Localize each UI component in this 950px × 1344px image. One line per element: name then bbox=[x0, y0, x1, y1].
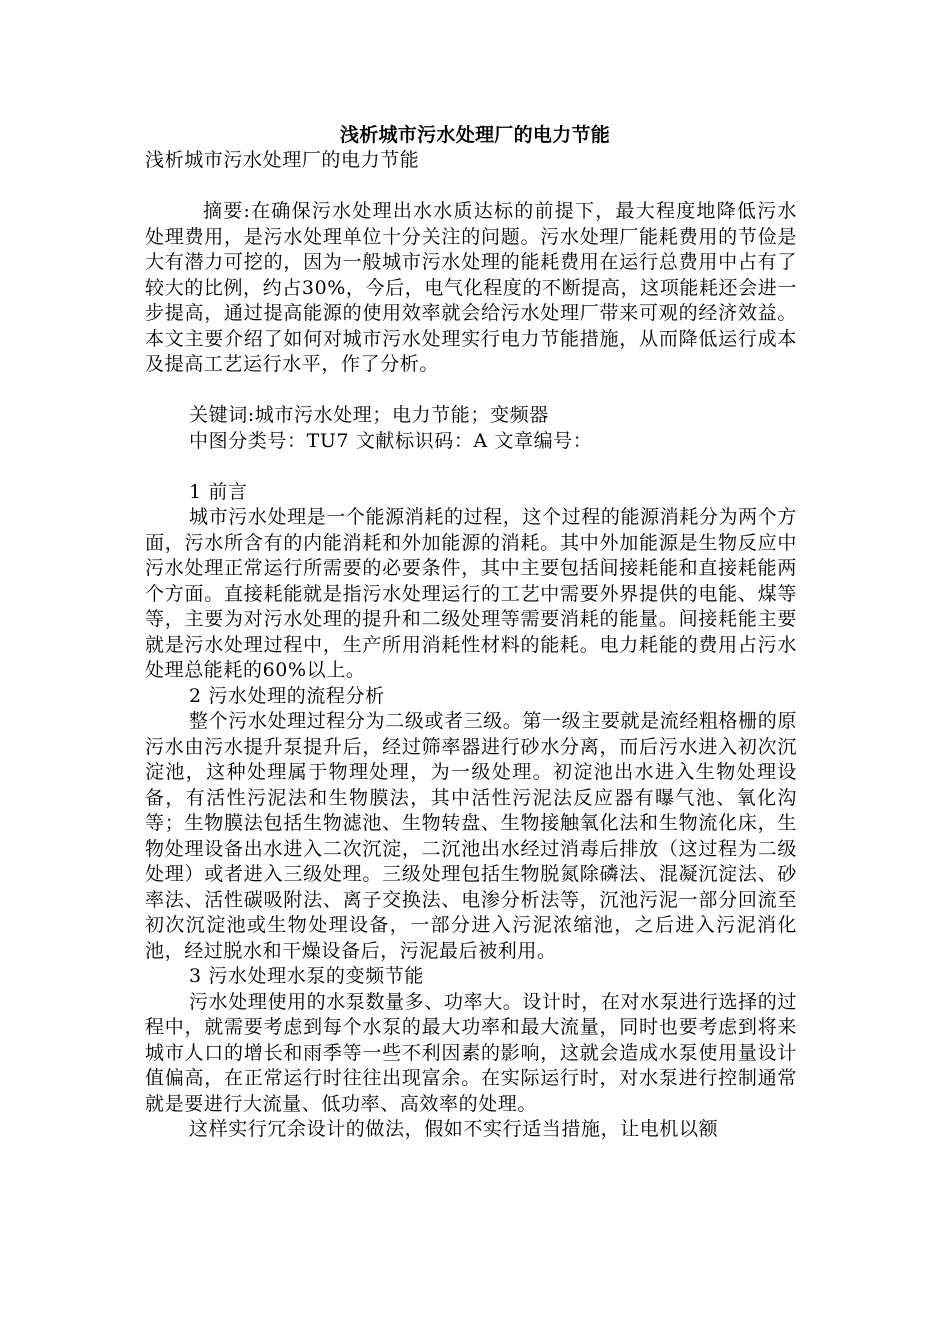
spacer bbox=[145, 454, 797, 480]
classification-line: 中图分类号：TU7 文献标识码：A 文章编号： bbox=[189, 429, 593, 452]
section-1-body: 城市污水处理是一个能源消耗的过程，这个过程的能源消耗分为两个方面，污水所含有的内能消耗和外加能源的消耗。其中外加能源是生物反应中污水处理正常运行所需要的必要条件，其中主要包括间接耗能和直接耗能两个方面。直接耗能就是指污水处理运行的工艺中需要外界提供的电能、煤等等，主要为对污水处理的提升和二级处理等需要消耗的能量。间接耗能主要就是污水处理过程中，生产所用消耗性材料的能耗。电力耗能的费用占污水处理总能耗的60%以上。 bbox=[145, 506, 797, 681]
document-title: 浅析城市污水处理厂的电力节能 bbox=[339, 124, 611, 146]
keywords-line: 关键词:城市污水处理；电力节能；变频器 bbox=[189, 404, 549, 426]
document-body bbox=[145, 148, 797, 1143]
spacer bbox=[145, 378, 797, 404]
spacer bbox=[145, 174, 797, 200]
section-2-body: 整个污水处理过程分为二级或者三级。第一级主要就是流经粗格栅的原污水由污水提升泵提升后，经过筛率器进行砂水分离，而后污水进入初次沉淀池，这种处理属于物理处理，为一级处理。初淀池出水进入生物处理设备，有活性污泥法和生物膜法，其中活性污泥法反应器有曝气池、氧化沟等；生物膜法包括生物滤池、生物转盘、生物接触氧化法和生物流化床，生物处理设备出水进入二次沉淀，二沉池出水经过消毒后排放（这过程为二级处理）或者进入三级处理。三级处理包括生物脱氮除磷法、混凝沉淀法、砂率法、活性碳吸附法、离子交换法、电渗分析法等，沉池污泥一部分回流至初次沉淀池或生物处理设备，一部分进入污泥浓缩池，之后进入污泥消化池，经过脱水和干燥设备后，污泥最后被利用。 bbox=[145, 710, 797, 962]
section-3-heading: 3 污水处理水泵的变频节能 bbox=[189, 965, 424, 987]
section-3-body: 污水处理使用的水泵数量多、功率大。设计时，在对水泵进行选择的过程中，就需要考虑到每个水泵的最大功率和最大流量，同时也要考虑到将来城市人口的增长和雨季等一些不利因素的影响，这就会造成水泵使用量设计值偏高，在正常运行时往往出现富余。在实际运行时，对水泵进行控制通常就是要进行大流量、低功率、高效率的处理。 bbox=[145, 990, 797, 1115]
abstract-paragraph: 摘要:在确保污水处理出水水质达标的前提下，最大程度地降低污水处理费用，是污水处理单位十分关注的问题。污水处理厂能耗费用的节俭是大有潜力可挖的，因为一般城市污水处理的能耗费用在运行总费用中占有了较大的比例，约占30%，今后，电气化程度的不断提高，这项能耗还会进一步提高，通过提高能源的使用效率就会给污水处理厂带来可观的经济效益。本文主要介绍了如何对城市污水处理实行电力节能措施，从而降低运行成本及提高工艺运行水平，作了分析。 bbox=[145, 200, 797, 375]
section-2-heading: 2 污水处理的流程分析 bbox=[189, 684, 385, 707]
document-subtitle: 浅析城市污水处理厂的电力节能 bbox=[145, 149, 420, 171]
section-3-body-continued: 这样实行冗余设计的做法，假如不实行适当措施，让电机以额 bbox=[189, 1118, 719, 1140]
section-1-heading: 1 前言 bbox=[189, 480, 248, 503]
